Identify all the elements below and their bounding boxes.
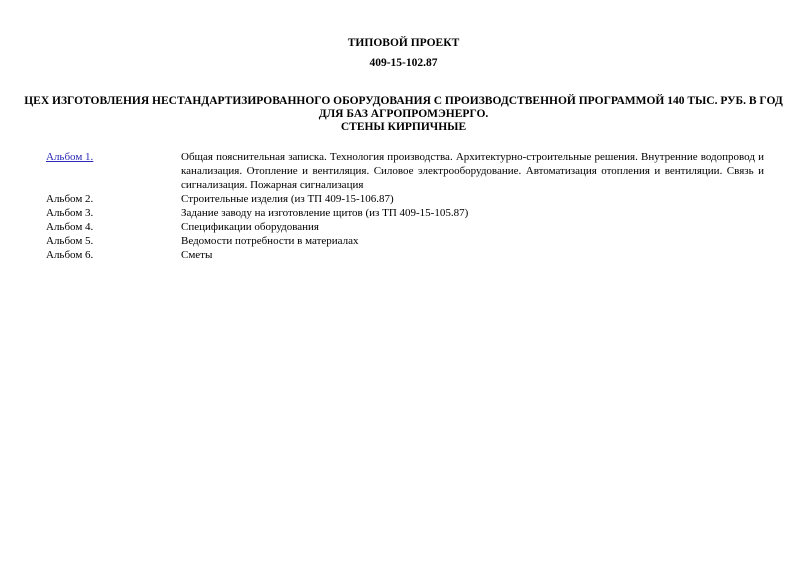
album-name [46, 150, 181, 164]
album-row-4 [46, 220, 764, 234]
album-description: Сметы [181, 249, 213, 261]
album-name: Альбом 2. [46, 193, 94, 205]
title-line-2: ДЛЯ БАЗ АГРОПРОМЭНЕРГО. [318, 108, 489, 120]
album-row-6 [46, 248, 764, 262]
album-row-1 [46, 150, 764, 192]
title-line-3: СТЕНЫ КИРПИЧНЫЕ [340, 121, 467, 133]
album-description: Ведомости потребности в материалах [181, 235, 359, 247]
album-description: Задание заводу на изготовление щитов (из ТП 409-15-105.87) [181, 207, 469, 219]
album-row-3 [46, 206, 764, 220]
album-name: Альбом 6. [46, 249, 94, 261]
album-description: Спецификации оборудования [181, 221, 319, 233]
document-number: 409-15-102.87 [369, 57, 438, 69]
title-line-1: ЦЕХ ИЗГОТОВЛЕНИЯ НЕСТАНДАРТИЗИРОВАННОГО ОБОРУДОВАНИЯ С ПРОИЗВОДСТВЕННОЙ ПРОГРАММОЙ 140 ТЫС. РУБ. В ГОД [24, 95, 783, 107]
album-list [46, 150, 764, 262]
album-row-5 [46, 234, 764, 248]
album-description: Общая пояснительная записка. Технология производства. Архитектурно-строительные решения. Внутренние водопровод и канализация. Отопление и вентиляция. Силовое электрооборудование. Автоматизация отопления и вентиляции. Связь и сигнализация. Пожарная сигнализация [181, 151, 764, 191]
album-description: Строительные изделия (из ТП 409-15-106.87) [181, 193, 394, 205]
album-row-2 [46, 192, 764, 206]
album-1-link[interactable]: Альбом 1. [46, 151, 94, 163]
album-name: Альбом 3. [46, 207, 94, 219]
album-name: Альбом 4. [46, 221, 94, 233]
album-name: Альбом 5. [46, 235, 94, 247]
document-type: ТИПОВОЙ ПРОЕКТ [347, 37, 460, 49]
